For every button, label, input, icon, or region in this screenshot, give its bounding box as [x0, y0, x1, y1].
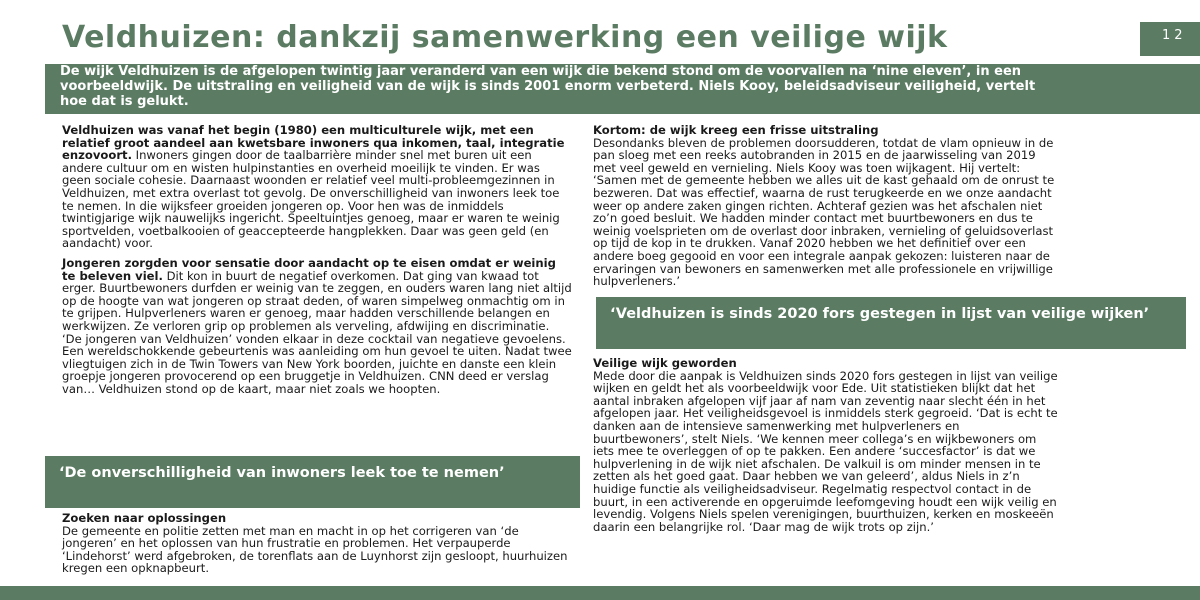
bottom-bar — [0, 586, 1200, 600]
paragraph: Mede door die aanpak is Veldhuizen sinds 2020 fors gestegen in lijst van veilige wijken en geldt het als voorbeeldwijk voor Ede. Uit statistieken blijkt dat het aantal inbraken afgelopen vijf jaar af nam van zeventig naar slecht één in het afgelopen jaar. Het veiligheidsgevoel is inmiddels sterk gegroeid. ‘Dat is echt te danken aan de intensieve samenwerking met hulpverleners en buurtbewoners’, stelt Niels. ‘We kennen meer collega’s en wijkbewoners om iets mee te overleggen of op te pakken. Een andere ‘succesfactor’ is dat we hulpverlening in de wijk niet afschalen. De valkuil is om minder mensen in te zetten als het goed gaat. Daar hebben we van geleerd’, aldus Niels in z’n huidige functie als veiligheidsadviseur. Regelmatig respectvol contact in de buurt, in een activerende en opgeruimde leefomgeving houdt een wijk veilig en levendig. Volgens Niels spelen verenigingen, buurthuizen, kerken en moskeeën daarin een belangrijke rol. ‘Daar mag de wijk trots op zijn.’ — [593, 368, 1058, 534]
page-number: 12 — [1162, 28, 1187, 43]
pull-quote-left: ‘De onverschilligheid van inwoners leek toe te nemen’ — [45, 456, 580, 508]
paragraph — [62, 124, 572, 250]
pull-quote-right: ‘Veldhuizen is sinds 2020 fors gestegen in lijst van veilige wijken’ — [596, 297, 1186, 349]
body-text: Dit kon in buurt de negatief overkomen. Dat ging van kwaad tot erger. Buurtbewoners durfden er weinig van te zeggen, en ouders waren lang niet altijd op de hoogte van wat jongeren op straat deden, of waren simpelweg onmachtig om in te grijpen. Hulpverleners waren er genoeg, maar hadden verschillende belangen en werkwijzen. Ze verloren grip op problemen als verveling, afdwijing en discriminatie. ‘De jongeren van Veldhuizen’ vonden elkaar in deze cocktail van negatieve gevoelens. Een wereldschokkende gebeurtenis was aanleiding om hun gevoel te uiten. Nadat twee vliegtuigen zich in de Twin Towers van New York boorden, juichte en danste een klein groepje jongeren provocerend op een bruggetje in Veldhuizen. CNN deed er verslag van… Veldhuizen stond op de kaart, maar niet zoals we hoopten. — [62, 268, 572, 396]
left-column — [62, 124, 572, 402]
subheading: Kortom: de wijk kreeg een frisse uitstraling — [593, 123, 879, 137]
paragraph — [62, 257, 572, 396]
paragraph: De gemeente en politie zetten met man en macht in op het corrigeren van ‘de jongeren’ en het oplossen van hun frustratie en problemen. Het verpauperde ‘Lindehorst’ werd afgebroken, de torenflats aan de Luynhorst zijn gesloopt, huurhuizen kregen een opknapbeurt. — [62, 523, 568, 576]
intro-text: De wijk Veldhuizen is de afgelopen twintig jaar veranderd van een wijk die bekend stond om de voorvallen na ‘nine eleven’, in een voorbeeldwijk. De uitstraling en veiligheid van de wijk is sinds 2001 enorm verbeterd. Niels Kooy, beleidsadviseur veiligheid, vertelt hoe dat is gelukt. — [60, 64, 1036, 109]
lead-text: Jongeren zorgden voor sensatie door aandacht op te eisen omdat er weinig te beleven viel. — [62, 255, 556, 283]
paragraph: Desondanks bleven de problemen doorsudderen, totdat de vlam opnieuw in de pan sloeg met een reeks autobranden in 2015 en de jaarwisseling van 2019 met veel geweld en vernieling. Niels Kooy was toen wijkagent. Hij vertelt: ‘Samen met de gemeente hebben we alles uit de kast gehaald om de onrust te bezweren. Dat was effectief, waarna de rust terugkeerde en we onze aandacht weer op andere zaken gingen richten. Achteraf gezien was het afschalen niet zo’n goed besluit. We hadden minder contact met buurtbewoners en dus te weinig voelsprieten om de overlast door inbraken, vernieling of geluidsoverlast op tijd de kop in te drukken. Vanaf 2020 hebben we het definitief over een andere boeg gegooid en voor een integrale aanpak gekozen: luisteren naar de ervaringen van bewoners en samenwerken met alle professionele en vrijwillige hulpverleners.’ — [593, 135, 1055, 289]
article-title: Veldhuizen: dankzij samenwerking een veilige wijk — [62, 20, 948, 55]
right-column-bottom — [593, 357, 1058, 540]
body-text: Inwoners gingen door de taalbarrière minder snel met buren uit een andere cultuur om en wisten hulpinstanties en overheid moeilijk te vinden. Er was geen sociale cohesie. Daarnaast woonden er relatief veel multi-probleemgezinnen in Veldhuizen, met extra overlast tot gevolg. De onverschilligheid van inwoners leek toe te nemen. In die wijksfeer groeiden jongeren op. Voor hen was de inmiddels twintigjarige wijk nauwelijks ingericht. Speeltuintjes genoeg, maar er waren te weinig sportvelden, voetbalkooien of geaccepteerde hangplekken. Daar was geen geld (en aandacht) voor. — [62, 148, 560, 251]
subheading: Zoeken naar oplossingen — [62, 511, 227, 525]
lead-text: Veldhuizen was vanaf het begin (1980) een multiculturele wijk, met een relatief groot aandeel aan kwetsbare inwoners qua inkomen, taal, integratie enzovoort. — [62, 123, 565, 163]
right-column — [593, 124, 1058, 295]
subheading: Veilige wijk geworden — [593, 356, 737, 370]
left-column-bottom — [62, 512, 572, 582]
